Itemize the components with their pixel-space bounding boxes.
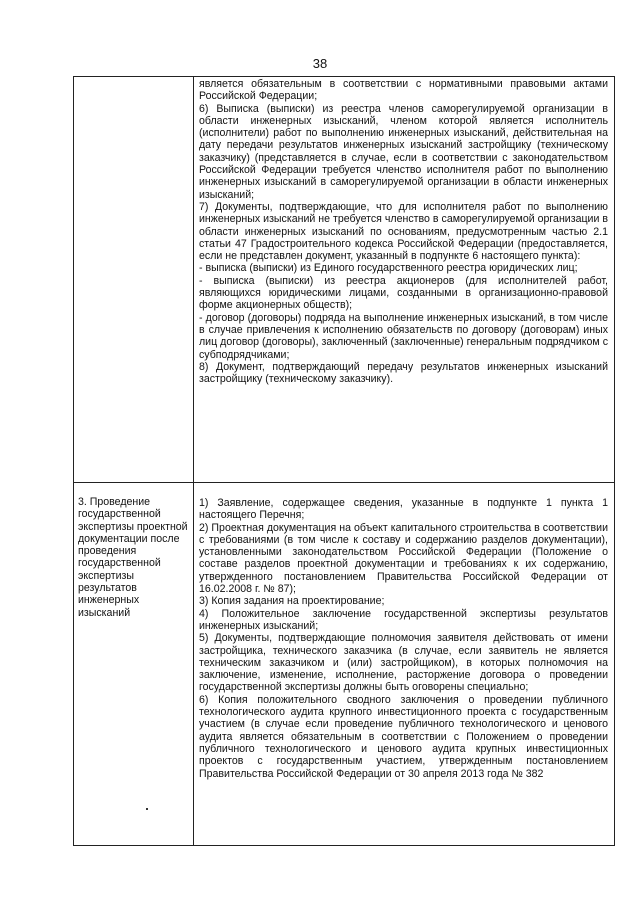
document-item: - выписка (выписки) из реестра акционеров (для исполнителей работ, являющихся юридическими лицами, созданными в организационно-правовой форме акционерных обществ);: [199, 274, 608, 312]
requirements-table: [73, 76, 615, 846]
document-item: 6) Выписка (выписки) из реестра членов саморегулируемой организации в области инженерных изысканий, членом которой является исполнитель (исполнители) работ по выполнению инженерных изысканий, действительная на дату передачи результатов инженерных изысканий застройщику (техническому заказчику) (представляется в случае, если в соответствии с законодательством Российской Федерации требуется членство исполнителя работ по выполнению инженерных изысканий в саморегулируемой организации в области инженерных изысканий;: [199, 102, 608, 201]
document-item: 5) Документы, подтверждающие полномочия заявителя действовать от имени застройщика, технического заказчика (в случае, если заявитель не является техническим заказчиком и (или) застройщиком), в которых полномочия на заключение, изменение, исполнение, расторжение договора о проведении государственной экспертизы должны быть оговорены специально;: [199, 632, 608, 694]
documents-cell: [194, 483, 615, 846]
document-item: - выписка (выписки) из Единого государственного реестра юридических лиц;: [199, 262, 578, 275]
service-name: [74, 77, 193, 90]
service-name-cell: [74, 483, 194, 846]
document-item: 6) Копия положительного сводного заключения о проведении публичного технологического аудита крупного инвестиционного проекта с государственным участием (в случае если проведение публичного технологического и ценового аудита является обязательным в соответствии с Положением о проведении публичного технологического и ценового аудита крупных инвестиционных проектов с государственным участием, утвержденным постановлением Правительства Российской Федерации от 30 апреля 2013 года № 382: [199, 693, 608, 780]
scan-speck: [146, 808, 148, 810]
document-item: 2) Проектная документация на объект капитального строительства в соответствии с требованиями (в том числе к составу и содержанию разделов документации), установленными законодательством Российской Федерации (Положение о составе разделов проектной документации и требованиях к их содержанию, утвержденного постановлением Правительства Российской Федерации от 16.02.2008 г. № 87);: [199, 521, 608, 596]
document-item: 1) Заявление, содержащее сведения, указанные в подпункте 1 пункта 1 настоящего Перечня;: [199, 497, 608, 522]
table-row: [74, 483, 615, 846]
service-name-cell: [74, 77, 194, 483]
document-item: - договор (договоры) подряда на выполнение инженерных изысканий, в том числе в случае привлечения к исполнению обязательств по договору (договорам) иных лиц договор (договоры), заключенный (заключенные) генеральным подрядчиком с субподрядчиками;: [199, 311, 608, 361]
document-item: 3) Копия задания на проектирование;: [199, 595, 385, 608]
document-item: 7) Документы, подтверждающие, что для исполнителя работ по выполнению инженерных изысканий не требуется членство в саморегулируемой организации в области инженерных изысканий по основаниям, предусмотренным частью 2.1 статьи 47 Градостроительного кодекса Российской Федерации (предоставляется, если не представлен документ, указанный в подпункте 6 настоящего пункта):: [199, 200, 608, 263]
document-item: 4) Положительное заключение государственной экспертизы результатов инженерных изысканий;: [199, 607, 608, 632]
document-item: 8) Документ, подтверждающий передачу результатов инженерных изысканий застройщику (техническому заказчику).: [199, 360, 608, 386]
documents-cell: [194, 77, 615, 483]
document-item: является обязательным в соответствии с нормативными правовыми актами Российской Федерации;: [199, 78, 608, 103]
table-row: [74, 77, 615, 483]
service-name: 3. Проведение государственной экспертизы проектной документации после проведения государственной экспертизы результатов инженерных изысканий: [78, 496, 188, 619]
page-number: 38: [312, 56, 328, 71]
